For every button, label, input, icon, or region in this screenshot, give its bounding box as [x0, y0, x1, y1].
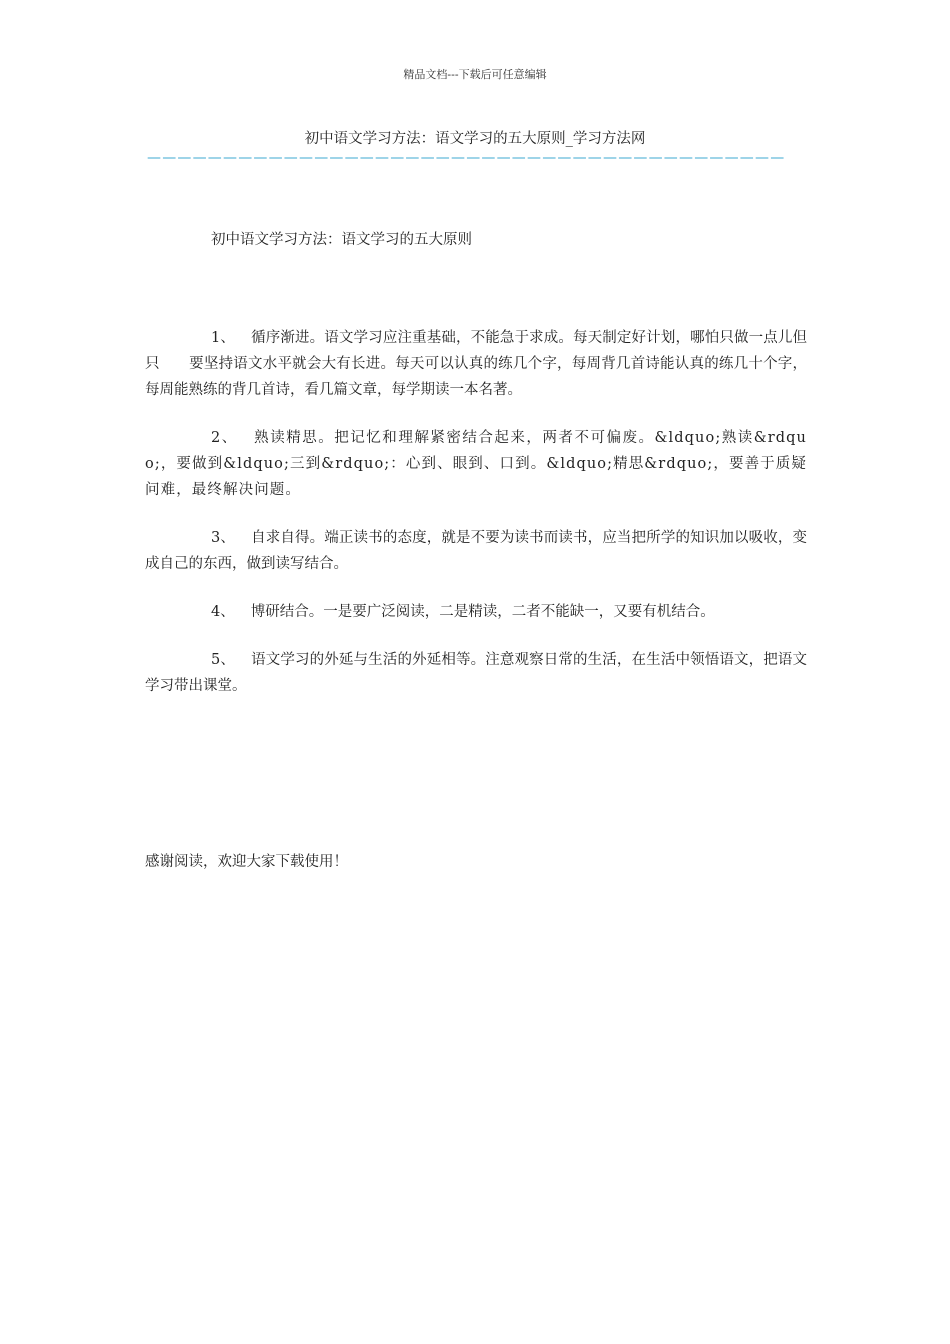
closing-note: 感谢阅读，欢迎大家下载使用！ [145, 854, 348, 870]
article-body [145, 325, 807, 721]
paragraph-text: 循序渐进。语文学习应注重基础，不能急于求成。每天制定好计划，哪怕只做一点儿但只 要坚持语文水平就会大有长进。每天可以认真的练几个字，每周背几首诗能认真的练几十个字，每周能熟练的背几首诗，看几篇文章，每学期读一本名著。 [145, 330, 807, 398]
paragraph-3 [145, 525, 807, 577]
paragraph-text: 语文学习的外延与生活的外延相等。注意观察日常的生活，在生活中领悟语文，把语文学习带出课堂。 [145, 652, 807, 694]
paragraph-2 [145, 425, 807, 503]
article-subtitle: 初中语文学习方法：语文学习的五大原则 [211, 232, 472, 248]
paragraph-number: 2、 [211, 430, 238, 446]
header-note: 精品文档---下载后可任意编辑 [403, 68, 547, 81]
paragraph-number: 4、 [211, 604, 235, 620]
document-title: 初中语文学习方法：语文学习的五大原则_学习方法网 [304, 131, 646, 147]
paragraph-number: 1、 [211, 330, 235, 346]
paragraph-1 [145, 325, 807, 403]
paragraph-text: 熟读精思。把记忆和理解紧密结合起来，两者不可偏废。&ldquo;熟读&rdquo;，要做到&ldquo;三到&rdquo;：心到、眼到、口到。&ldquo;精思&rdquo;，要善于质疑问难，最终解决问题。 [145, 430, 807, 498]
paragraph-4 [145, 599, 807, 625]
paragraph-number: 5、 [211, 652, 235, 668]
paragraph-5 [145, 647, 807, 699]
paragraph-text: 自求自得。端正读书的态度，就是不要为读书而读书，应当把所学的知识加以吸收，变成自己的东西，做到读写结合。 [145, 530, 807, 572]
paragraph-text: 博研结合。一是要广泛阅读，二是精读，二者不能缺一，又要有机结合。 [250, 604, 715, 620]
paragraph-number: 3、 [211, 530, 235, 546]
title-divider: —————————————————————————————————————————— [147, 151, 786, 165]
